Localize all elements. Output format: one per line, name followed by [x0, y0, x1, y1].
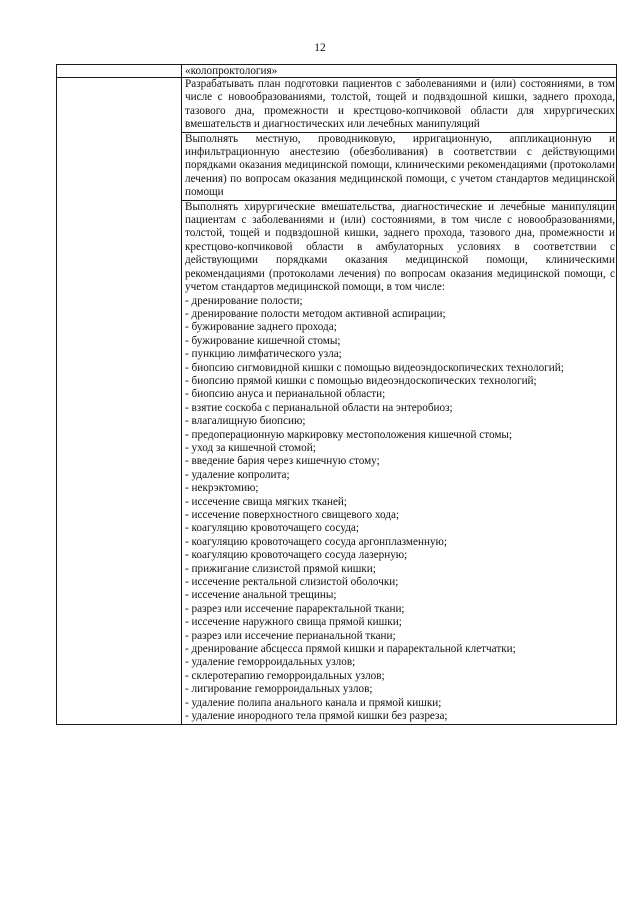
list-item: - влагалищную биопсию; — [185, 415, 306, 428]
list-item: - коагуляцию кровоточащего сосуда; — [185, 522, 359, 535]
row-text-specialty: «колопроктология» — [185, 65, 278, 77]
row-text-interventions: Выполнять хирургические вмешательства, диагностические и лечебные манипуляции пациентам с заболеваниями и (или) состояниями, в том числе с новообразованиями, толстой, тощей и подвздошной кишки, заднего прохода, тазового дна, промежности и крестцово-копчиковой области в амбулаторных условиях в соответствии с действующими порядками оказания медицинской помощи, клиническими рекомендациями (протоколами лечения) по вопросам оказания медицинской помощи, с учетом стандартов медицинской помощи, в том числе: — [185, 200, 615, 294]
left-cell — [57, 65, 182, 78]
list-item: - введение бария через кишечную стому; — [185, 455, 380, 468]
list-item: - дренирование полости методом активной аспирации; — [185, 307, 446, 320]
row-text-preparation: Разрабатывать план подготовки пациентов с заболеваниями и (или) состояниями, в том числе с новообразованиями, толстой, тощей и подвздошной кишки, заднего прохода, тазового дна, промежности и крестцово-копчиковой области для хирургических вмешательств и диагностических или лечебных манипуляций — [185, 78, 615, 131]
page-number: 12 — [314, 42, 326, 54]
list-item: - разрез или иссечение параректальной ткани; — [185, 602, 405, 615]
left-cell — [57, 78, 182, 725]
list-item: - взятие соскоба с перианальной области на энтеробиоз; — [185, 401, 453, 414]
table-row — [57, 78, 617, 133]
list-item: - иссечение ректальной слизистой оболочки; — [185, 576, 399, 589]
competency-table — [56, 64, 617, 725]
right-cell — [182, 65, 617, 78]
list-item: - дренирование полости; — [185, 294, 303, 307]
list-item: - коагуляцию кровоточащего сосуда аргонплазменную; — [185, 535, 448, 548]
list-item: - дренирование абсцесса прямой кишки и параректальной клетчатки; — [185, 643, 516, 656]
list-item: - бужирование кишечной стомы; — [185, 334, 341, 347]
list-item: - бужирование заднего прохода; — [185, 321, 337, 334]
list-item: - биопсию ануса и перианальной области; — [185, 388, 386, 401]
list-item: - иссечение поверхностного свищевого хода; — [185, 509, 400, 521]
table-row — [57, 65, 617, 78]
list-item: - пункцию лимфатического узла; — [185, 348, 342, 361]
list-item: - коагуляцию кровоточащего сосуда лазерную; — [185, 549, 408, 562]
procedure-list — [182, 295, 616, 724]
list-item: - иссечение свища мягких тканей; — [185, 495, 347, 508]
right-cell — [182, 132, 617, 200]
list-item: - предоперационную маркировку местоположения кишечной стомы; — [185, 428, 513, 441]
list-item: - удаление полипа анального канала и прямой кишки; — [185, 696, 442, 709]
list-item: - удаление копролита; — [185, 468, 290, 481]
list-item: - уход за кишечной стомой; — [185, 441, 316, 454]
right-cell — [182, 78, 617, 133]
row-text-anesthesia: Выполнять местную, проводниковую, ирригационную, аппликационную и инфильтрационную анестезию (обезболивания) в соответствии с действующими порядками оказания медицинской помощи, клиническими рекомендациями (протоколами лечения) по вопросам оказания медицинской помощи, с учетом стандартов медицинской помощи — [185, 132, 615, 199]
list-item: - биопсию сигмовидной кишки с помощью видеоэндоскопических технологий; — [185, 361, 564, 374]
right-cell — [182, 200, 617, 724]
list-item: - некрэктомию; — [185, 482, 259, 495]
list-item: - склеротерапию геморроидальных узлов; — [185, 669, 385, 682]
list-item: - иссечение анальной трещины; — [185, 589, 337, 602]
list-item: - лигирование геморроидальных узлов; — [185, 683, 373, 696]
list-item: - удаление геморроидальных узлов; — [185, 656, 356, 669]
list-item: - иссечение наружного свища прямой кишки; — [185, 616, 402, 629]
list-item: - биопсию прямой кишки с помощью видеоэндоскопических технологий; — [185, 374, 537, 387]
list-item: - прижигание слизистой прямой кишки; — [185, 562, 376, 575]
list-item: - разрез или иссечение перианальной ткани; — [185, 629, 396, 642]
list-item: - удаление инородного тела прямой кишки без разреза; — [185, 710, 448, 723]
